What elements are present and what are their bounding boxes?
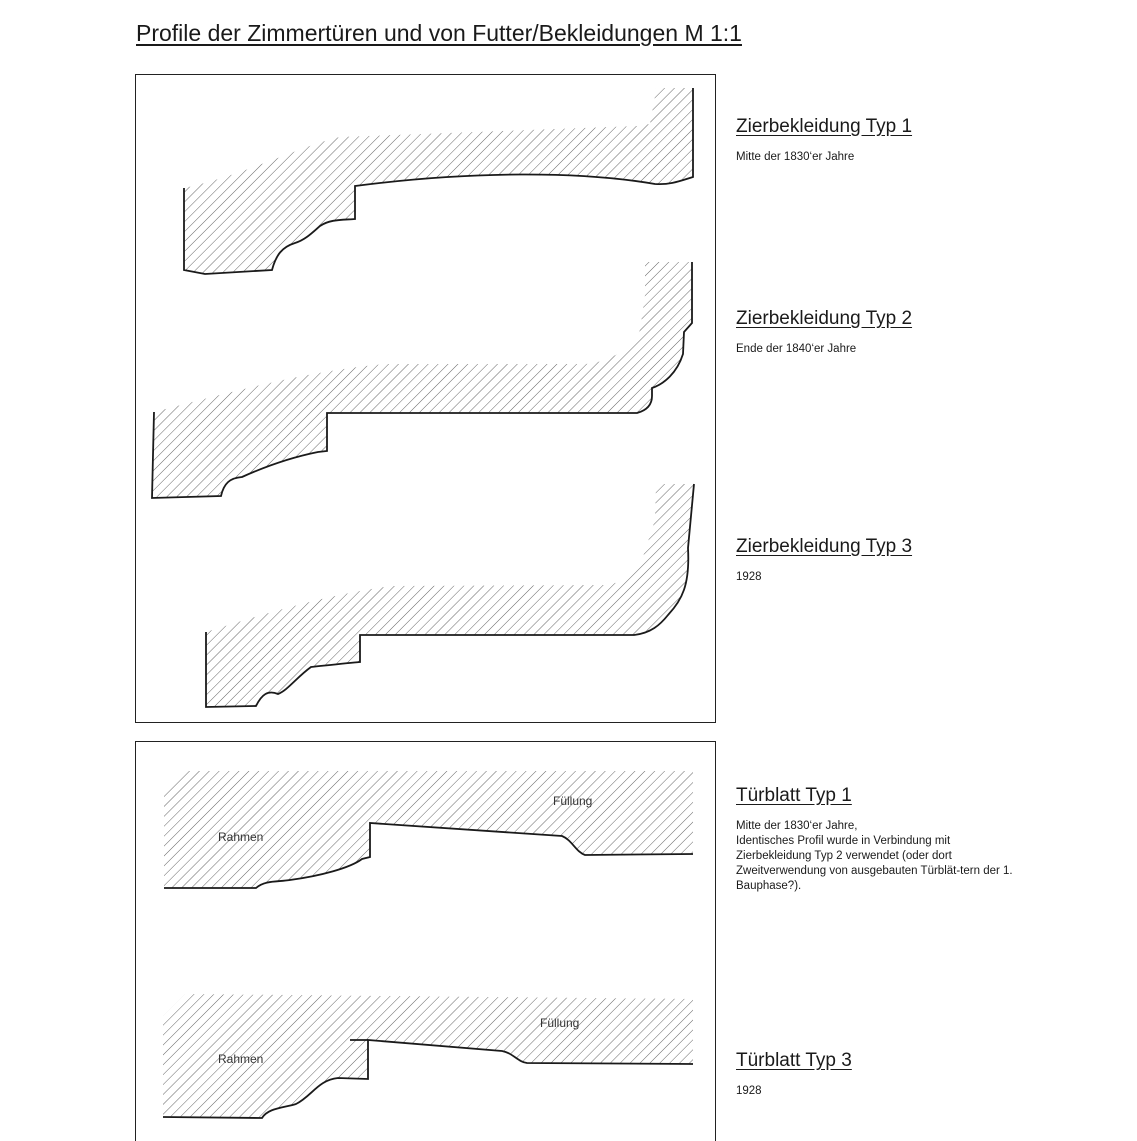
note-zierbekleidung-typ-2: Ende der 1840‘er Jahre bbox=[736, 343, 857, 355]
rahmen-label-1: Rahmen bbox=[218, 830, 264, 844]
label-zierbekleidung-typ-1 bbox=[736, 116, 1021, 165]
fuellung-label-3: Füllung bbox=[540, 1016, 580, 1030]
trim-profile-type-2 bbox=[152, 262, 692, 498]
heading-zierbekleidung-typ-3: Zierbekleidung Typ 3 bbox=[736, 536, 913, 557]
note-tuerblatt-typ-1: Mitte der 1830‘er Jahre, Identisches Profil wurde in Verbindung mit Zierbekleidung Typ 2 verwendet (oder dort Zweitverwendung von ausgebauten Türblät-tern der 1. Bauphase?). bbox=[736, 820, 1013, 892]
heading-zierbekleidung-typ-2: Zierbekleidung Typ 2 bbox=[736, 308, 913, 329]
heading-tuerblatt-typ-1: Türblatt Typ 1 bbox=[736, 785, 852, 806]
label-zierbekleidung-typ-2 bbox=[736, 308, 1021, 357]
fuellung-label-1: Füllung bbox=[553, 794, 593, 808]
label-zierbekleidung-typ-3 bbox=[736, 536, 1021, 585]
heading-zierbekleidung-typ-1: Zierbekleidung Typ 1 bbox=[736, 116, 913, 137]
door-leaf-profile-type-1 bbox=[164, 771, 693, 888]
page-title: Profile der Zimmertüren und von Futter/Bekleidungen M 1:1 bbox=[136, 20, 742, 46]
note-tuerblatt-typ-3: 1928 bbox=[736, 1085, 762, 1097]
trim-profile-type-1 bbox=[184, 88, 693, 274]
label-tuerblatt-typ-1 bbox=[736, 785, 1021, 894]
rahmen-label-3: Rahmen bbox=[218, 1052, 264, 1066]
label-tuerblatt-typ-3 bbox=[736, 1050, 1021, 1099]
note-zierbekleidung-typ-1: Mitte der 1830‘er Jahre bbox=[736, 151, 855, 163]
heading-tuerblatt-typ-3: Türblatt Typ 3 bbox=[736, 1050, 852, 1071]
note-zierbekleidung-typ-3: 1928 bbox=[736, 571, 762, 583]
door-leaf-profile-type-3 bbox=[163, 994, 693, 1118]
trim-profile-type-3 bbox=[206, 484, 694, 707]
